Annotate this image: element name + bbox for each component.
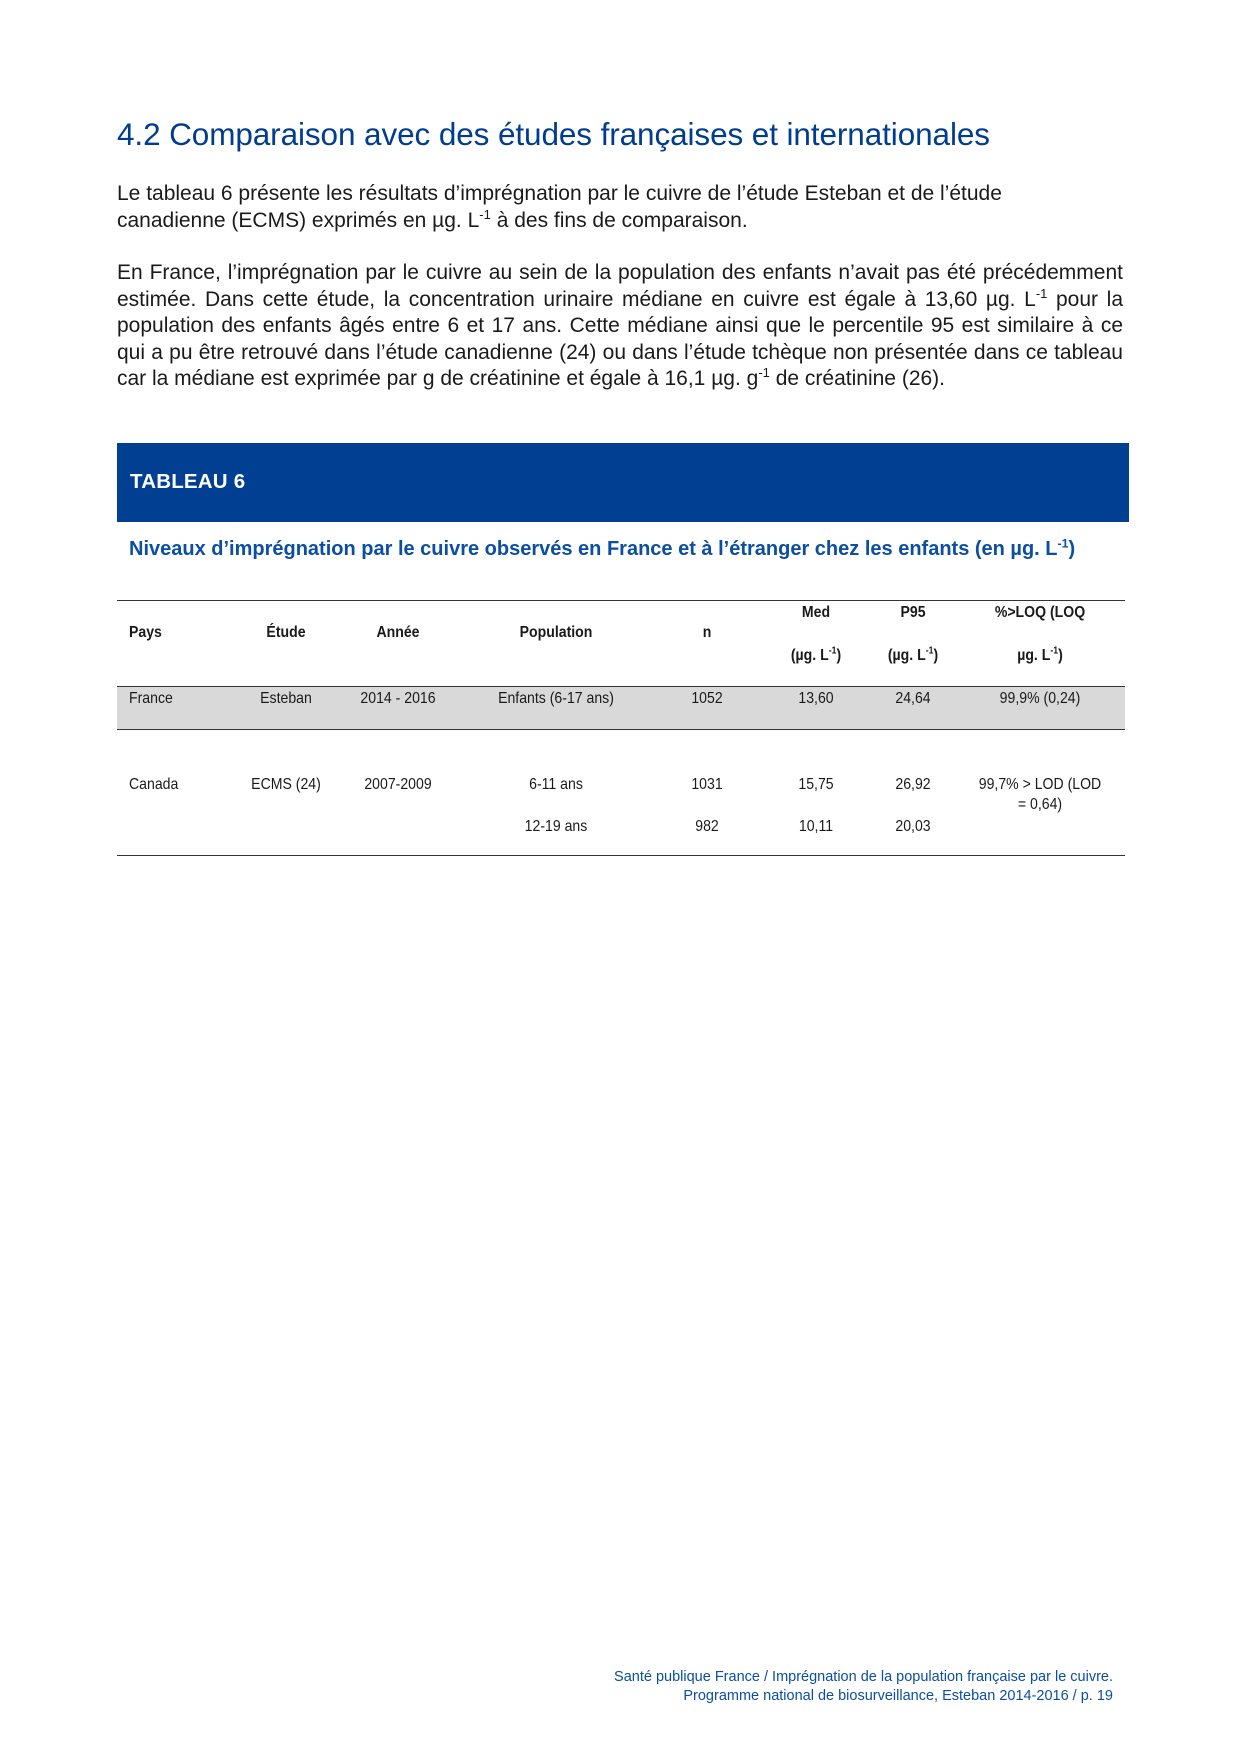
header-bottom-rule bbox=[117, 686, 1125, 687]
page-footer bbox=[614, 1668, 1113, 1706]
caption-superscript: -1 bbox=[1057, 536, 1069, 551]
caption-text-end: ) bbox=[1068, 538, 1076, 560]
header-p95-unit bbox=[869, 646, 957, 666]
header-population: Population bbox=[519, 624, 593, 641]
cell-pays: Canada bbox=[129, 776, 179, 793]
loq-unit-sup: -1 bbox=[1050, 645, 1059, 657]
france-superscript-1: -1 bbox=[1035, 285, 1048, 301]
cell-annee: 2014 - 2016 bbox=[360, 690, 436, 707]
intro-text: Le tableau 6 présente les résultats d’imprégnation par le cuivre de l’étude Esteban et de l’étude canadienne (ECMS) exprimés en µg. L bbox=[117, 182, 1002, 232]
cell-p95: 20,03 bbox=[895, 818, 931, 835]
cell-p95: 26,92 bbox=[895, 776, 931, 793]
section-heading: 4.2 Comparaison avec des études françaises et internationales bbox=[117, 116, 990, 152]
france-superscript-2: -1 bbox=[758, 365, 770, 380]
cell-n: 982 bbox=[695, 818, 719, 835]
cell-n: 1052 bbox=[691, 690, 723, 707]
med-unit-close: ) bbox=[836, 647, 842, 664]
footer-line-2: Programme national de biosurveillance, Esteban 2014-2016 / p. 19 bbox=[683, 1688, 1113, 1704]
cell-loq: 99,7% > LOD (LOD = 0,64) bbox=[978, 776, 1102, 813]
intro-paragraph bbox=[117, 181, 1049, 234]
cell-population: 12-19 ans bbox=[524, 818, 588, 835]
france-text-1: En France, l’imprégnation par le cuivre au sein de la population des enfants n’avait pas été précédemment estimée. Dans cette étude, la concentration urinaire médiane en cuivre est égale à 13,60 µg. L bbox=[117, 261, 1123, 311]
header-loq: %>LOQ (LOQ bbox=[994, 604, 1086, 621]
france-text-3: de créatinine (26). bbox=[769, 367, 946, 390]
table-bottom-rule bbox=[117, 855, 1125, 856]
med-unit-sup: -1 bbox=[828, 645, 837, 657]
table-caption bbox=[129, 537, 1114, 562]
cell-etude: Esteban bbox=[260, 690, 312, 707]
cell-med: 13,60 bbox=[798, 690, 834, 707]
footer-line-1: Santé publique France / Imprégnation de la population française par le cuivre. bbox=[614, 1669, 1113, 1685]
caption-text: Niveaux d’imprégnation par le cuivre observés en France et à l’étranger chez les enfants (en µg. L bbox=[129, 538, 1058, 560]
cell-annee: 2007-2009 bbox=[364, 776, 432, 793]
header-etude: Étude bbox=[266, 624, 306, 641]
cell-pays: France bbox=[129, 690, 173, 707]
cell-n: 1031 bbox=[691, 776, 723, 793]
cell-p95: 24,64 bbox=[895, 690, 931, 707]
p95-unit-text: (µg. L bbox=[887, 647, 926, 664]
loq-unit-text: µg. L bbox=[1017, 647, 1051, 664]
p95-unit-sup: -1 bbox=[925, 645, 934, 657]
header-loq-unit bbox=[974, 646, 1106, 666]
cell-population: 6-11 ans bbox=[529, 776, 583, 793]
cell-med: 15,75 bbox=[798, 776, 834, 793]
france-text-2: pour la population des enfants âgés entre 6 et 17 ans. Cette médiane ainsi que le percentile 95 est similaire à ce qui a pu être retrouvé dans l’étude canadienne (24) ou dans l’étude tchèque non présentée dans ce tableau car la médiane est exprimée par g de créatinine et égale à 16,1 µg. g bbox=[117, 287, 1123, 390]
header-pays: Pays bbox=[129, 624, 162, 641]
table-top-rule bbox=[117, 600, 1125, 601]
table-banner bbox=[117, 443, 1129, 522]
france-row-rule bbox=[117, 729, 1125, 730]
header-annee: Année bbox=[376, 624, 420, 641]
cell-med: 10,11 bbox=[798, 818, 834, 835]
p95-unit-close: ) bbox=[933, 647, 939, 664]
header-med: Med bbox=[801, 604, 831, 621]
intro-superscript: -1 bbox=[479, 206, 491, 222]
header-med-unit bbox=[772, 646, 860, 666]
table-banner-label: TABLEAU 6 bbox=[130, 470, 246, 493]
intro-text-end: à des fins de comparaison. bbox=[490, 208, 748, 232]
loq-unit-close: ) bbox=[1058, 647, 1063, 664]
header-n: n bbox=[702, 624, 712, 641]
cell-loq: 99,9% (0,24) bbox=[999, 690, 1081, 707]
header-p95: P95 bbox=[900, 604, 926, 621]
cell-population: Enfants (6-17 ans) bbox=[498, 690, 614, 707]
france-paragraph bbox=[117, 260, 1123, 393]
med-unit-text: (µg. L bbox=[790, 647, 829, 664]
cell-etude: ECMS (24) bbox=[251, 776, 321, 793]
